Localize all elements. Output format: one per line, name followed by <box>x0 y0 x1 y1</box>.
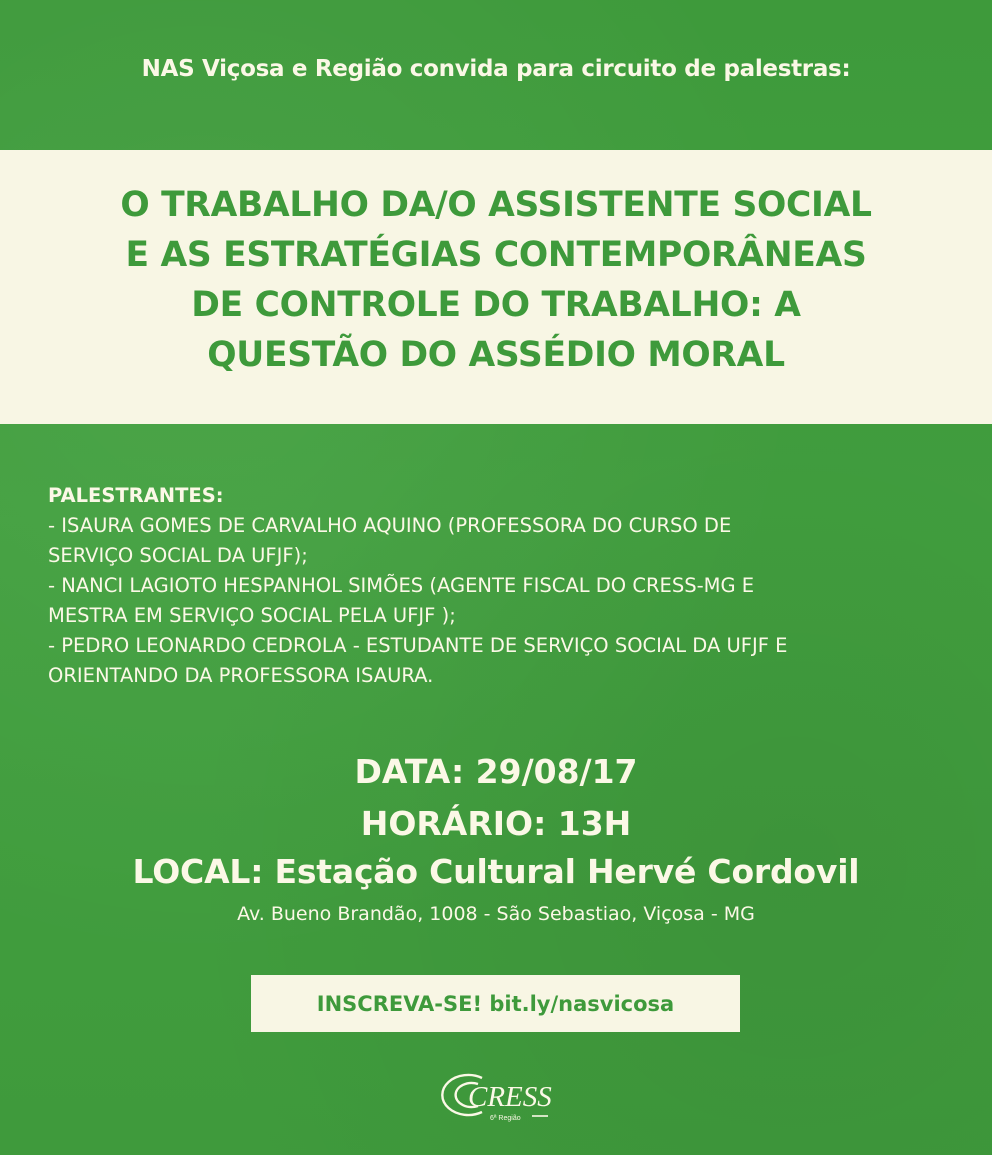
speakers-heading: PALESTRANTES: <box>48 484 224 507</box>
lecture-title: O TRABALHO DA/O ASSISTENTE SOCIAL E AS ESTRATÉGIAS CONTEMPORÂNEAS DE CONTROLE DO TRABALHO: A QUESTÃO DO ASSÉDIO MORAL <box>120 185 872 375</box>
event-address: Av. Bueno Brandão, 1008 - São Sebastiao, Viçosa - MG <box>237 903 755 925</box>
event-time: HORÁRIO: 13H <box>360 804 632 843</box>
speaker-line: MESTRA EM SERVIÇO SOCIAL PELA UFJF ); <box>48 604 456 627</box>
speaker-line: ORIENTANDO DA PROFESSORA ISAURA. <box>48 664 434 687</box>
logo-subtitle: 6ª Região <box>490 1115 521 1122</box>
intro-text: NAS Viçosa e Região convida para circuito de palestras: <box>141 56 851 82</box>
speaker-line: - NANCI LAGIOTO HESPANHOL SIMÕES (AGENTE FISCAL DO CRESS-MG E <box>48 574 755 597</box>
speaker-line: - PEDRO LEONARDO CEDROLA - ESTUDANTE DE SERVIÇO SOCIAL DA UFJF E <box>48 634 788 657</box>
cress-logo-icon <box>438 1064 554 1130</box>
speakers-section <box>48 481 948 691</box>
event-date: DATA: 29/08/17 <box>354 752 638 791</box>
speaker-line: - ISAURA GOMES DE CARVALHO AQUINO (PROFESSORA DO CURSO DE <box>48 514 732 537</box>
logo-text: CRESS <box>468 1081 552 1113</box>
signup-link-button[interactable]: INSCREVA-SE! bit.ly/nasvicosa <box>251 975 740 1032</box>
event-location: LOCAL: Estação Cultural Hervé Cordovil <box>132 852 860 891</box>
speaker-line: SERVIÇO SOCIAL DA UFJF); <box>48 544 308 567</box>
